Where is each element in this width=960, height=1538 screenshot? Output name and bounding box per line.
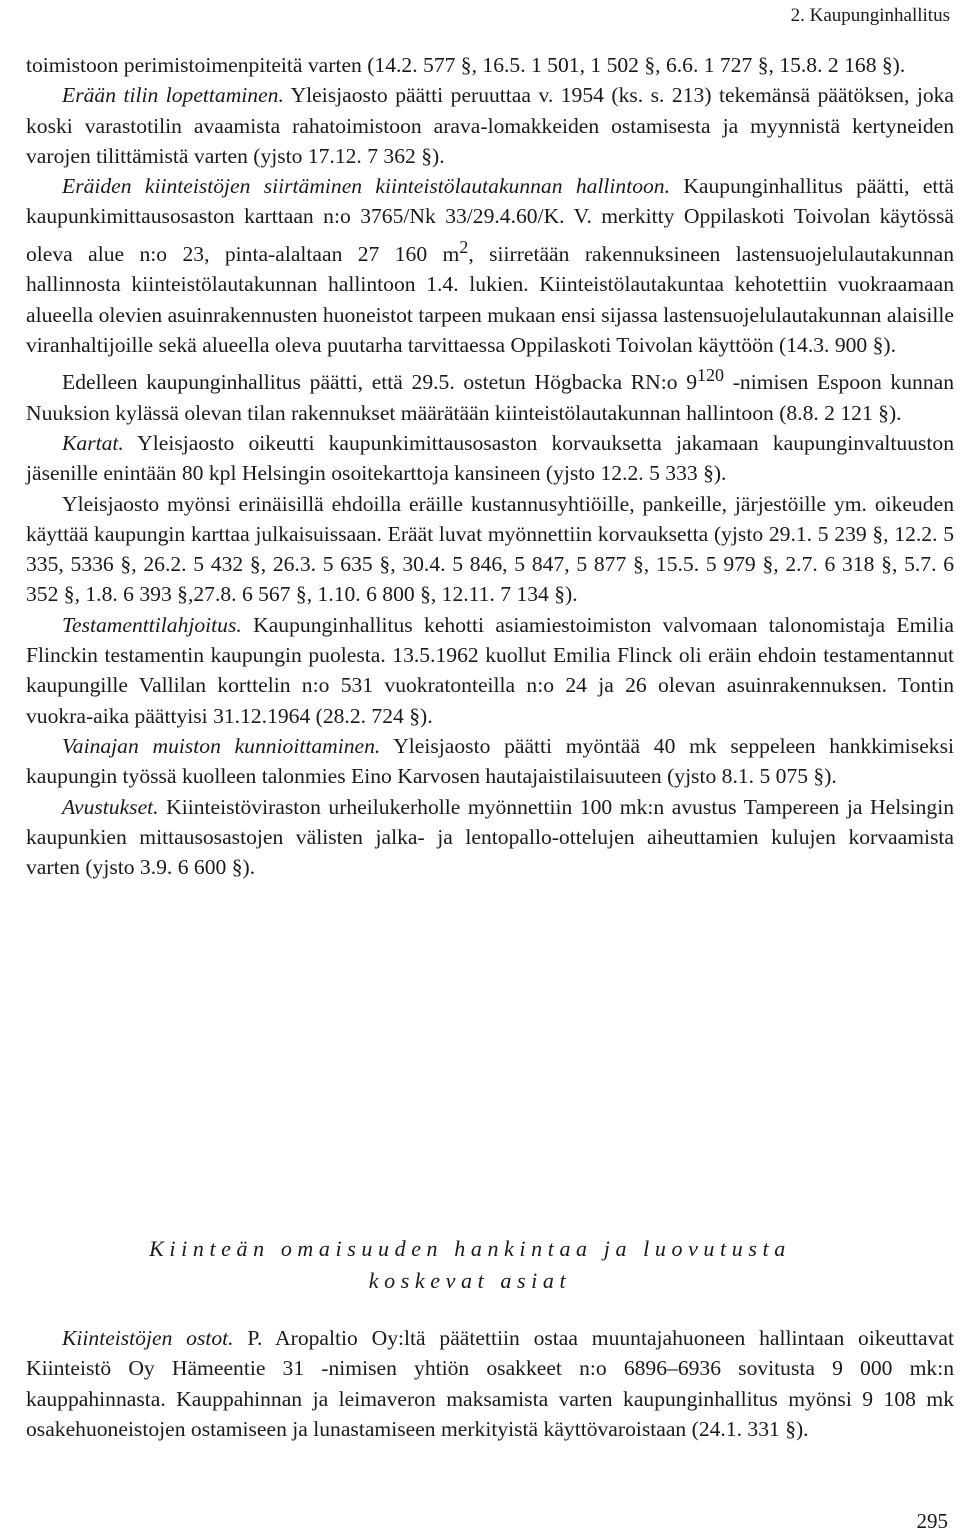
paragraph-text: Kaupunginhallitus päätti, että kaupunkimittausosaston karttaan n:o 3765/Nk 33/29.4.60/K. V. merkitty Oppilaskoti Toivolan käytössä oleva alue n:o 23, pinta-alaltaan 27 160 m: [26, 174, 954, 266]
running-head: 2. Kaupunginhallitus: [790, 5, 950, 26]
paragraph-title: Eräiden kiinteistöjen siirtäminen kiinteistölautakunnan hallintoon.: [62, 174, 671, 199]
paragraph-text: Edelleen kaupunginhallitus päätti, että 29.5. ostetun Högbacka RN:o 9: [62, 370, 698, 395]
paragraph-title: Erään tilin lopettaminen.: [62, 83, 284, 108]
superscript: 2: [459, 236, 469, 257]
paragraph-bequest: [26, 610, 954, 731]
paragraph-grants: [26, 792, 954, 883]
paragraph-text: Yleisjaosto päätti myöntää 40 mk seppeleen hankkimiseksi kaupungin työssä kuolleen talonmies Eino Karvosen hautajaistilaisuuteen (yjsto 8.1. 5 075 §).: [26, 733, 954, 789]
paragraph-title: Vainajan muiston kunnioittaminen.: [62, 733, 381, 758]
paragraph-text: Yleisjaosto päätti peruuttaa v. 1954 (ks. s. 213) tekemänsä päätöksen, joka koski varastotilin avaamista rahatoimistoon arava-lomakkeiden ostamisesta ja myynnistä kertyneiden varojen tilittämistä varten (yjsto 17.12. 7 362 §).: [26, 83, 954, 168]
paragraph-maps: [26, 428, 954, 489]
paragraph-hogbacka: [26, 360, 954, 428]
paragraph-text: Yleisjaosto myönsi erinäisillä ehdoilla eräille kustannusyhtiöille, pankeille, järjestöille ym. oikeuden käyttää kaupungin karttaa julkaisuissaan. Eräät luvat myönnettiin korvauksetta (yjsto 29.1. 5 239 §, 12.2. 5 335, 5336 §, 26.2. 5 432 §, 26.3. 5 635 §, 30.4. 5 846, 5 847, 5 877 §, 15.5. 5 979 §, 2.7. 6 318 §, 5.7. 6 352 §, 1.8. 6 393 §,27.8. 6 567 §, 1.10. 6 800 §, 12.11. 7 134 §).: [26, 491, 954, 607]
paragraph-text: Kaupunginhallitus kehotti asiamiestoimiston valvomaan talonomistaja Emilia Flinckin testamentin kaupungin puolesta. 13.5.1962 kuollut Emilia Flinck oli eräin ehdoin testamentannut kaupungille Vallilan korttelin n:o 531 vuokratonteilla n:o 24 ja 26 olevan asuinrakennuksen. Tontin vuokra-aika päättyisi 31.12.1964 (28.2. 724 §).: [26, 612, 954, 728]
paragraph-title: Avustukset.: [62, 794, 159, 819]
paragraph-map-permits: [26, 489, 954, 610]
section-heading: [60, 1233, 880, 1297]
paragraph-text: Kiinteistöviraston urheilukerholle myönnettiin 100 mk:n avustus Tampereen ja Helsingin kaupunkien mittausosastojen välisten jalka- ja lentopallo-ottelujen aiheuttamien kulujen korvaamista varten (yjsto 3.9. 6 600 §).: [26, 794, 954, 880]
paragraph-title: Testamenttilahjoitus.: [62, 612, 242, 637]
paragraph-text: , siirretään rakennuksineen lastensuojelulautakunnan hallinnosta kiinteistölautakunnan hallintoon 1.4. lukien. Kiinteistölautakuntaa kehotettiin vuokraamaan alueella olevien asuinrakennusten huoneistot tarpeen mukaan ensi sijassa lastensuojelulautakunnan alaisille viranhaltijoille sekä alueella oleva puutarha tarvittaessa Oppilaskoti Toivolan käyttöön (14.3. 900 §).: [26, 241, 954, 357]
superscript: 120: [697, 365, 725, 386]
paragraph-property-transfer: [26, 171, 954, 360]
paragraph-title: Kiinteistöjen ostot.: [62, 1326, 234, 1350]
paragraph-text: Yleisjaosto oikeutti kaupunkimittausosaston korvauksetta jakamaan kaupunginvaltuuston jäsenille enintään 80 kpl Helsingin osoitekarttoja kansineen (yjsto 12.2. 5 333 §).: [26, 430, 954, 486]
paragraph-title: Kartat.: [62, 430, 124, 455]
section-text: [26, 1323, 954, 1444]
paragraph-continuation: [26, 50, 954, 80]
paragraph-text: -nimisen Espoon kunnan Nuuksion kylässä olevan tilan rakennukset määrätään kiinteistölautakunnan hallintoon (8.8. 2 121 §).: [26, 370, 954, 425]
paragraph-property-purchases: [26, 1323, 954, 1444]
section-heading-line: Kiinteän omaisuuden hankintaa ja luovutusta: [149, 1236, 791, 1261]
paragraph-memorial: [26, 731, 954, 792]
body-text: [26, 50, 954, 882]
section-heading-line: koskevat asiat: [368, 1268, 572, 1293]
paragraph-text: P. Aropaltio Oy:ltä päätettiin ostaa muuntajahuoneen hallintaan oikeuttavat Kiinteistö Oy Hämeentie 31 -nimisen yhtiön osakkeet n:o 6896–6936 sovitusta 9 000 mk:n kauppahinnasta. Kauppahinnan ja leimaveron maksamista varten kaupunginhallitus myönsi 9 108 mk osakehuoneistojen ostamiseen ja lunastamiseen merkityistä käyttövaroistaan (24.1. 331 §).: [26, 1326, 954, 1441]
page-number: 295: [916, 1509, 948, 1533]
paragraph-account-closing: [26, 80, 954, 171]
paragraph-text: toimistoon perimistoimenpiteitä varten (14.2. 577 §, 16.5. 1 501, 1 502 §, 6.6. 1 727 §, 15.8. 2 168 §).: [26, 53, 906, 77]
